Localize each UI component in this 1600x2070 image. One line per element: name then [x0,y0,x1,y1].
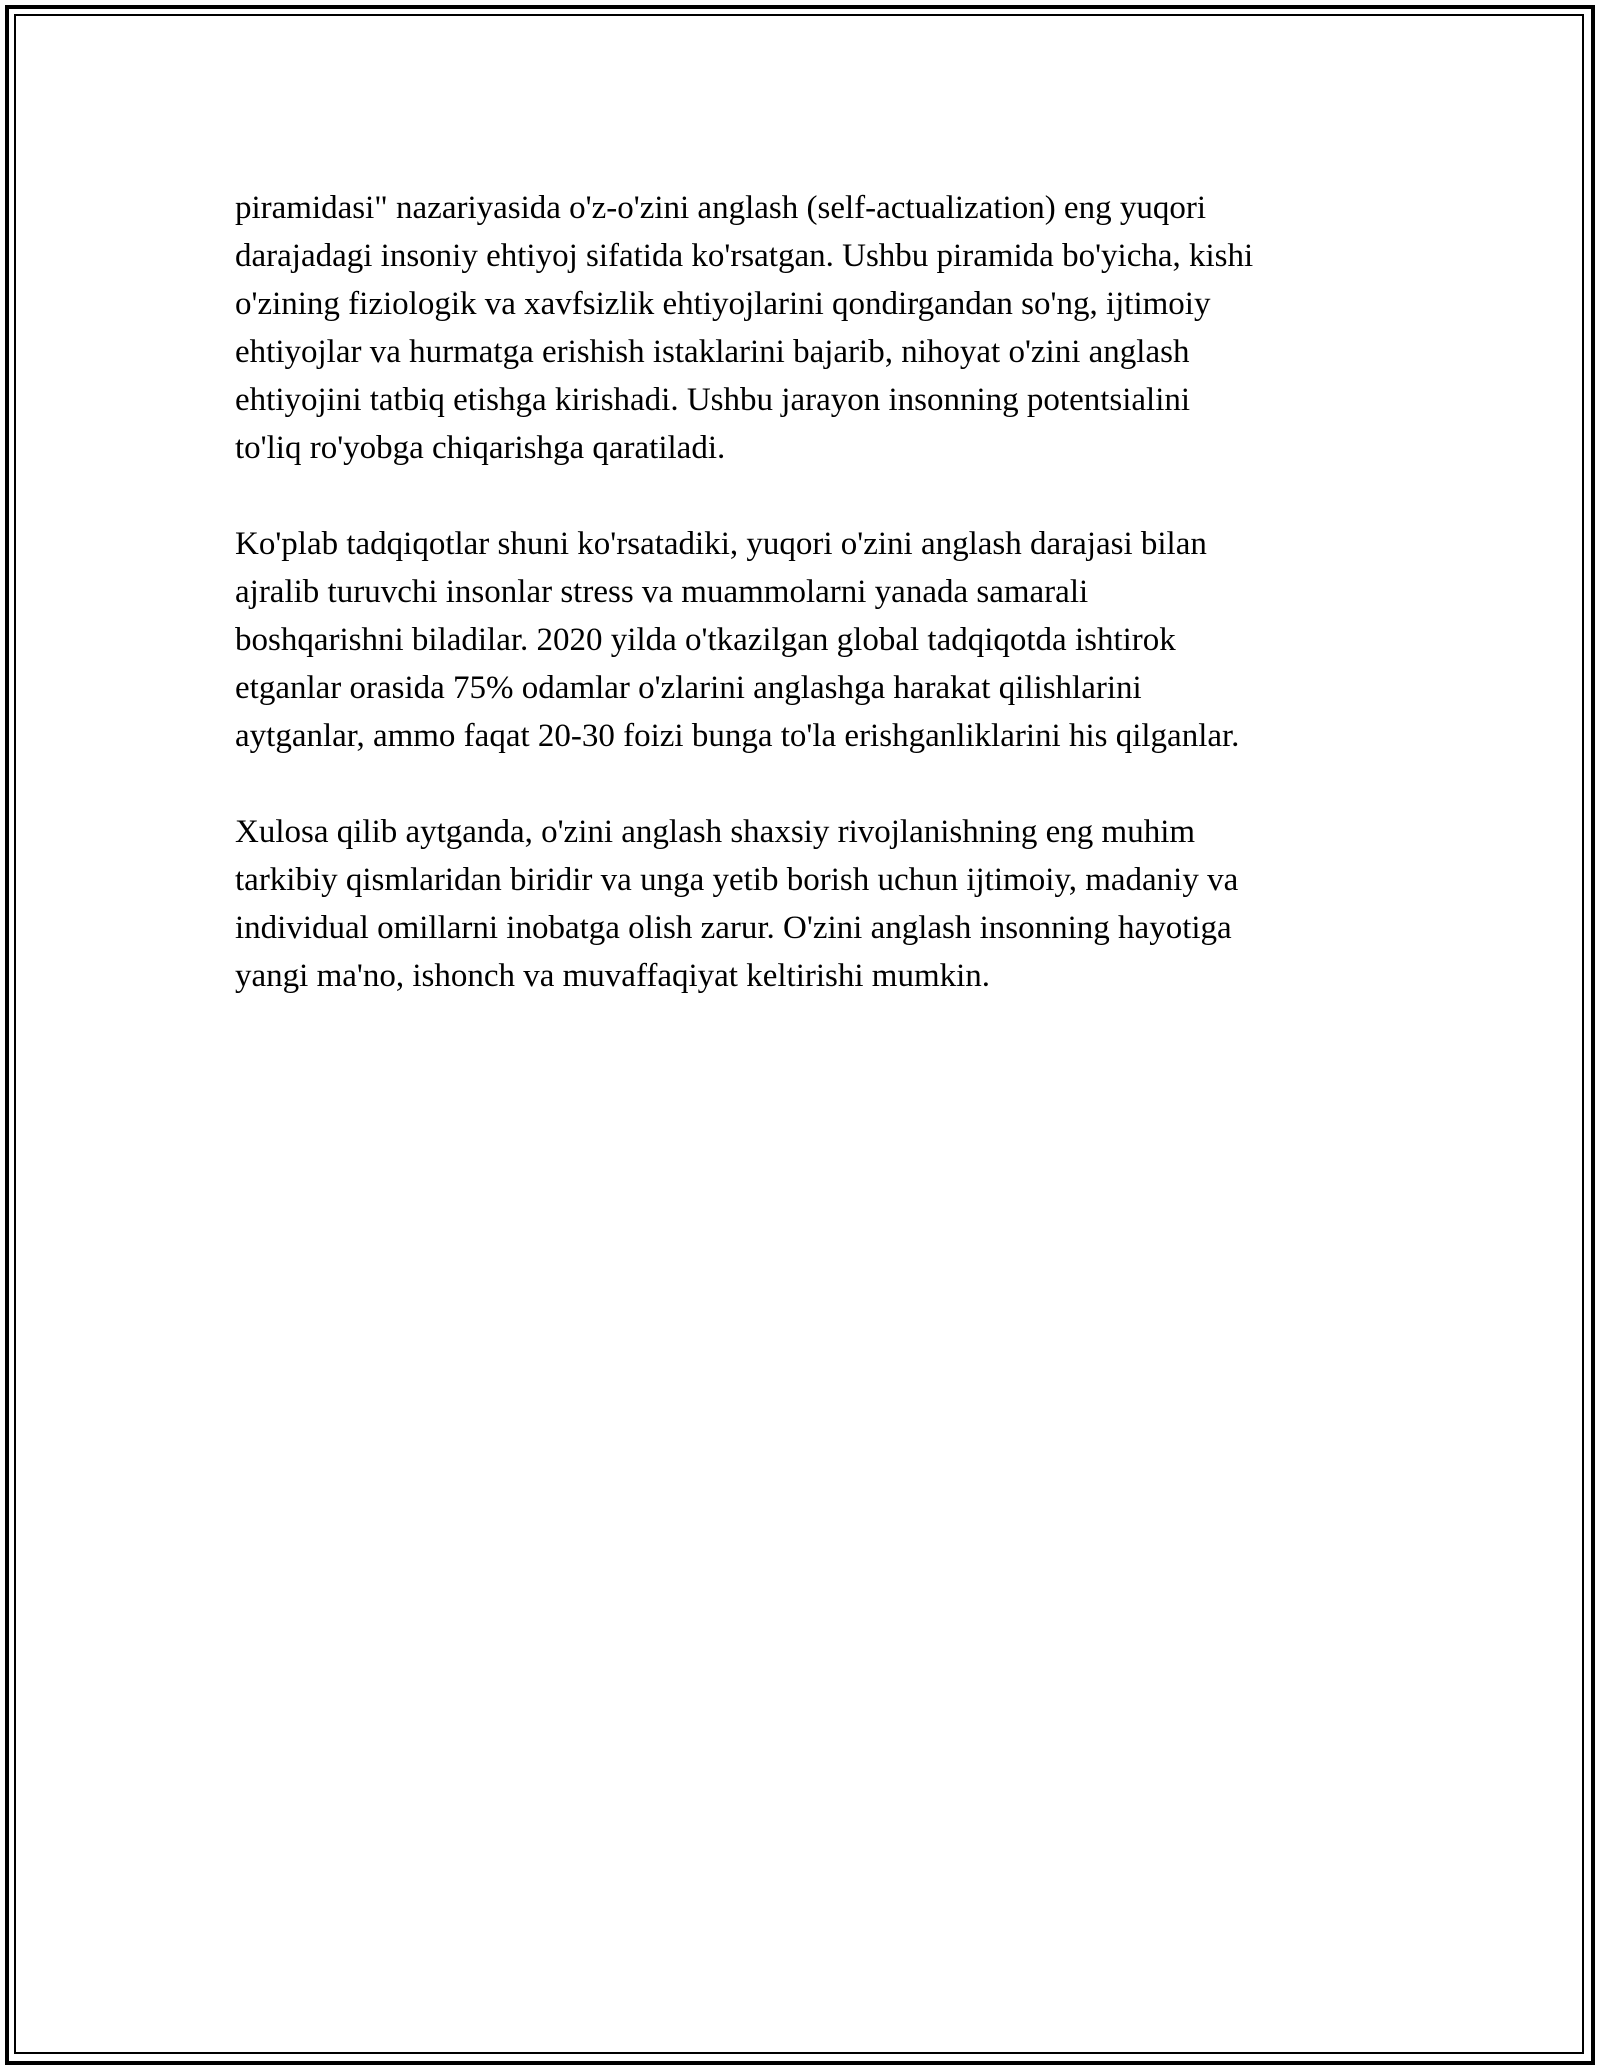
text-line: Xulosa qilib aytganda, o'zini anglash shaxsiy rivojlanishning eng muhim [235,814,1196,850]
text-line: piramidasi" nazariyasida o'z-o'zini anglash (self-actualization) eng yuqori [235,190,1206,226]
text-line: o'zining fiziologik va xavfsizlik ehtiyojlarini qondirgandan so'ng, ijtimoiy [235,286,1211,322]
paragraph-3 [235,808,1385,1000]
paragraph-2 [235,520,1385,760]
text-line: individual omillarni inobatga olish zarur. O'zini anglash insonning hayotiga [235,910,1232,946]
document-body [235,184,1385,1048]
paragraph-1 [235,184,1385,472]
text-line: ehtiyojlar va hurmatga erishish istaklarini bajarib, nihoyat o'zini anglash [235,334,1190,370]
text-line: to'liq ro'yobga chiqarishga qaratiladi. [235,430,726,466]
text-line: yangi ma'no, ishonch va muvaffaqiyat keltirishi mumkin. [235,958,991,994]
text-line: etganlar orasida 75% odamlar o'zlarini anglashga harakat qilishlarini [235,670,1142,706]
text-line: ehtiyojini tatbiq etishga kirishadi. Ushbu jarayon insonning potentsialini [235,382,1191,418]
text-line: Ko'plab tadqiqotlar shuni ko'rsatadiki, yuqori o'zini anglash darajasi bilan [235,526,1207,562]
text-line: ajralib turuvchi insonlar stress va muammolarni yanada samarali [235,574,1089,610]
text-line: tarkibiy qismlaridan biridir va unga yetib borish uchun ijtimoiy, madaniy va [235,862,1239,898]
text-line: aytganlar, ammo faqat 20-30 foizi bunga to'la erishganliklarini his qilganlar. [235,718,1240,754]
text-line: darajadagi insoniy ehtiyoj sifatida ko'rsatgan. Ushbu piramida bo'yicha, kishi [235,238,1254,274]
text-line: boshqarishni biladilar. 2020 yilda o'tkazilgan global tadqiqotda ishtirok [235,622,1176,658]
